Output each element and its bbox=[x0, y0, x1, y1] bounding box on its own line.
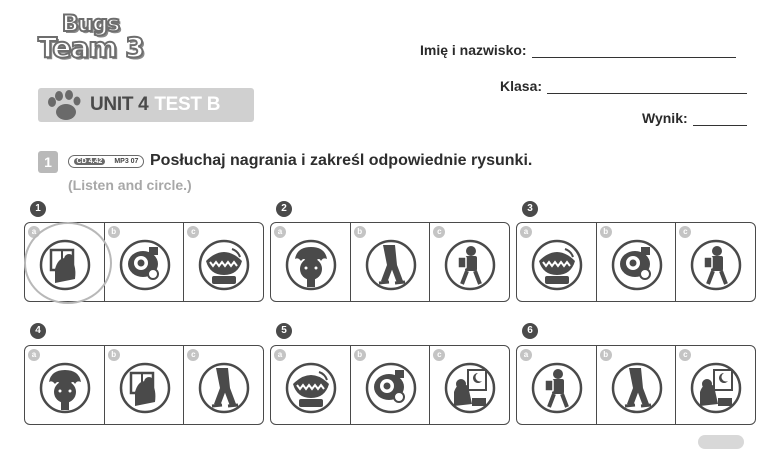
instruction-polish: Posłuchaj nagrania i zakreśl odpowiednie rysunki. bbox=[150, 152, 533, 169]
option-letter: b bbox=[108, 226, 120, 238]
option-4a[interactable] bbox=[25, 346, 104, 424]
option-4c[interactable] bbox=[183, 346, 263, 424]
cd-label: CD 4.42 bbox=[74, 158, 106, 165]
option-letter: b bbox=[108, 349, 120, 361]
option-letter: c bbox=[187, 349, 199, 361]
instruction-english: (Listen and circle.) bbox=[68, 177, 192, 193]
option-letter: a bbox=[28, 349, 40, 361]
teeth-brushing-icon bbox=[198, 239, 250, 291]
option-2b[interactable] bbox=[350, 223, 430, 301]
teeth-brushing-icon bbox=[285, 362, 337, 414]
logo-line-2: Team 3 bbox=[38, 31, 144, 64]
option-letter: a bbox=[274, 226, 286, 238]
teeth-brushing-icon bbox=[531, 239, 583, 291]
going-to-school-icon bbox=[690, 239, 742, 291]
hair-washing-icon bbox=[39, 362, 91, 414]
option-letter: a bbox=[520, 226, 532, 238]
class-field bbox=[500, 78, 747, 94]
option-letter: c bbox=[187, 226, 199, 238]
logo-line-1: Bugs bbox=[62, 12, 120, 37]
question-number: 6 bbox=[522, 323, 538, 339]
option-letter: b bbox=[600, 226, 612, 238]
breakfast-plate-icon bbox=[611, 239, 663, 291]
going-to-school-icon bbox=[444, 239, 496, 291]
going-to-bed-icon bbox=[690, 362, 742, 414]
option-letter: b bbox=[354, 349, 366, 361]
question-3-options bbox=[516, 222, 756, 302]
question-5-options bbox=[270, 345, 510, 425]
exercise-number: 1 bbox=[38, 151, 58, 173]
option-1a[interactable] bbox=[25, 223, 104, 301]
option-letter: a bbox=[28, 226, 40, 238]
option-letter: c bbox=[679, 226, 691, 238]
question-4-options bbox=[24, 345, 264, 425]
option-1b[interactable] bbox=[104, 223, 184, 301]
option-6b[interactable] bbox=[596, 346, 676, 424]
option-3b[interactable] bbox=[596, 223, 676, 301]
test-label: TEST B bbox=[154, 94, 221, 115]
name-label: Imię i nazwisko: bbox=[420, 42, 527, 58]
option-letter: c bbox=[679, 349, 691, 361]
question-6-options bbox=[516, 345, 756, 425]
option-3c[interactable] bbox=[675, 223, 755, 301]
question-1-options bbox=[24, 222, 264, 302]
breakfast-plate-icon bbox=[365, 362, 417, 414]
name-field bbox=[420, 42, 736, 58]
option-letter: b bbox=[600, 349, 612, 361]
window-rain-icon bbox=[119, 362, 171, 414]
option-letter: a bbox=[520, 349, 532, 361]
paw-print-icon bbox=[44, 90, 82, 122]
question-number: 2 bbox=[276, 201, 292, 217]
option-6a[interactable] bbox=[517, 346, 596, 424]
cd-track-badge bbox=[68, 155, 144, 168]
class-write-line[interactable] bbox=[547, 80, 747, 94]
breakfast-plate-icon bbox=[119, 239, 171, 291]
question-number: 4 bbox=[30, 323, 46, 339]
option-letter: a bbox=[274, 349, 286, 361]
page-number-tab bbox=[698, 435, 744, 449]
option-1c[interactable] bbox=[183, 223, 263, 301]
option-4b[interactable] bbox=[104, 346, 184, 424]
legs-getting-dressed-icon bbox=[365, 239, 417, 291]
legs-getting-dressed-icon bbox=[198, 362, 250, 414]
bugs-team-logo bbox=[38, 14, 158, 78]
score-field bbox=[642, 110, 747, 126]
option-letter: c bbox=[433, 349, 445, 361]
option-2c[interactable] bbox=[429, 223, 509, 301]
option-5c[interactable] bbox=[429, 346, 509, 424]
name-write-line[interactable] bbox=[532, 44, 736, 58]
unit-banner bbox=[38, 88, 254, 122]
score-label: Wynik: bbox=[642, 110, 688, 126]
option-6c[interactable] bbox=[675, 346, 755, 424]
question-number: 5 bbox=[276, 323, 292, 339]
going-to-school-icon bbox=[531, 362, 583, 414]
option-5b[interactable] bbox=[350, 346, 430, 424]
hair-washing-icon bbox=[285, 239, 337, 291]
window-rain-icon bbox=[39, 239, 91, 291]
going-to-bed-icon bbox=[444, 362, 496, 414]
option-5a[interactable] bbox=[271, 346, 350, 424]
score-write-line[interactable] bbox=[693, 112, 747, 126]
option-letter: c bbox=[433, 226, 445, 238]
unit-label: UNIT 4 bbox=[90, 94, 149, 115]
question-number: 1 bbox=[30, 201, 46, 217]
class-label: Klasa: bbox=[500, 78, 543, 94]
option-letter: b bbox=[354, 226, 366, 238]
question-2-options bbox=[270, 222, 510, 302]
question-number: 3 bbox=[522, 201, 538, 217]
mp3-label: MP3 07 bbox=[114, 158, 139, 165]
legs-getting-dressed-icon bbox=[611, 362, 663, 414]
option-2a[interactable] bbox=[271, 223, 350, 301]
option-3a[interactable] bbox=[517, 223, 596, 301]
